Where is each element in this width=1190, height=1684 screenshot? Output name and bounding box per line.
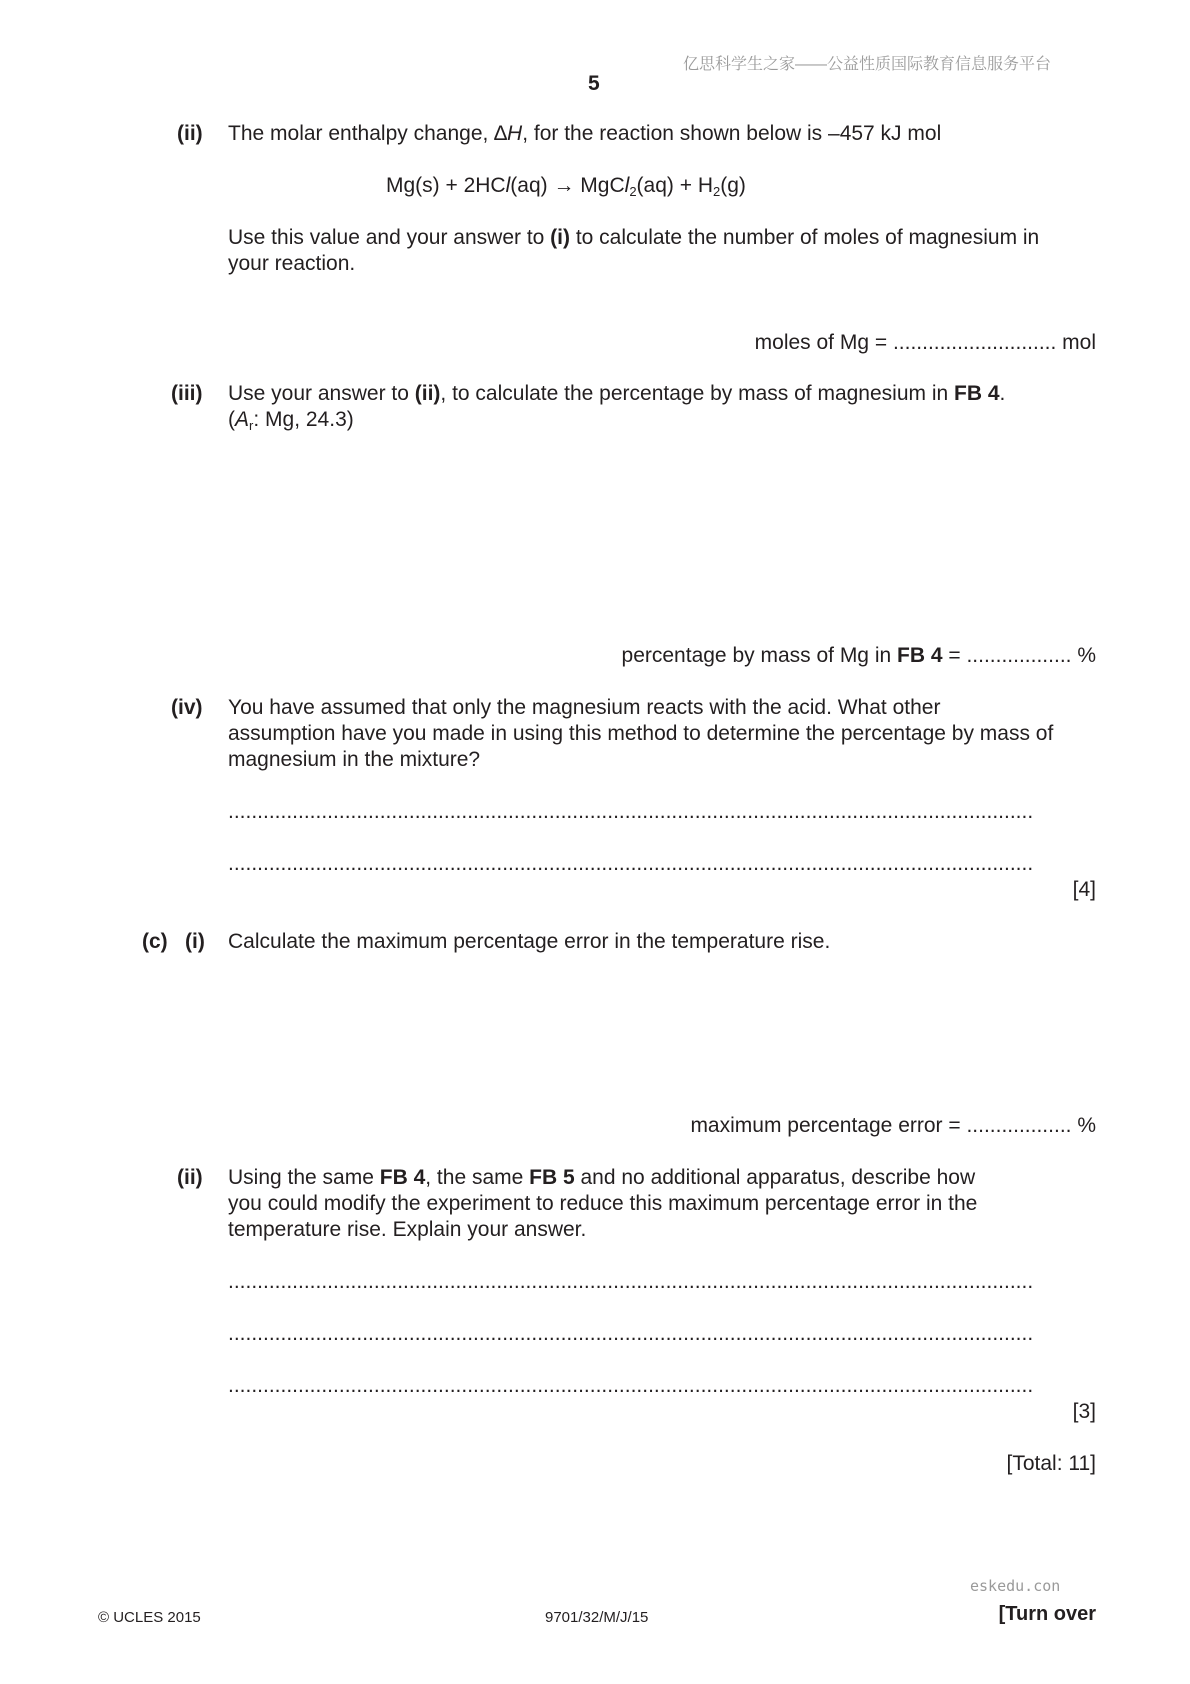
answer-line-c-ii-2[interactable]: ..........................................................................................................................................	[228, 1322, 1034, 1345]
question-label-c-ii: (ii)	[177, 1166, 203, 1189]
question-ii-text-line1: The molar enthalpy change, ∆H, for the reaction shown below is –457 kJ mol	[228, 122, 942, 145]
answer-moles-mg[interactable]: moles of Mg = ............................ mol	[754, 331, 1096, 354]
footer-turn-over: [Turn over	[998, 1603, 1096, 1625]
reaction-equation: Mg(s) + 2HCl(aq) → MgCl$_2$(aq) + $H_2(g)$	[386, 174, 746, 199]
question-c-ii-text-line1: Using the same FB 4, the same FB 5 and no additional apparatus, describe how	[228, 1166, 976, 1189]
marks-c-ii: [3]	[1072, 1400, 1096, 1423]
footer-watermark: eskedu.con	[970, 1577, 1061, 1595]
header-watermark: 亿思科学生之家——公益性质国际教育信息服务平台	[683, 56, 1052, 73]
question-c-ii-text-line3: temperature rise. Explain your answer.	[228, 1218, 587, 1241]
question-label-iv: (iv)	[171, 696, 203, 719]
answer-percentage-mg[interactable]: percentage by mass of Mg in FB 4 = .................. %	[621, 644, 1096, 667]
question-c-ii-text-line2: you could modify the experiment to reduce this maximum percentage error in the	[228, 1192, 978, 1215]
question-iii-text-line2: ($A_r$: Mg, 24.3)	[228, 408, 354, 433]
question-iv-text-line2: assumption have you made in using this method to determine the percentage by mass of	[228, 722, 1054, 745]
question-label-c: (c)	[142, 930, 168, 953]
question-iv-text-line1: You have assumed that only the magnesium reacts with the acid. What other	[228, 696, 941, 719]
question-label-iii: (iii)	[171, 382, 203, 405]
question-iv-text-line3: magnesium in the mixture?	[228, 748, 481, 771]
footer-paper-code: 9701/32/M/J/15	[545, 1609, 649, 1626]
total-marks: [Total: 11]	[1006, 1452, 1096, 1475]
answer-max-percentage-error[interactable]: maximum percentage error = .................. %	[690, 1114, 1096, 1137]
question-c-i-text: Calculate the maximum percentage error in the temperature rise.	[228, 930, 831, 953]
answer-line-iv-1[interactable]: ..........................................................................................................................................	[228, 800, 1034, 823]
answer-line-c-ii-1[interactable]: ..........................................................................................................................................	[228, 1270, 1034, 1293]
answer-line-iv-2[interactable]: ..........................................................................................................................................	[228, 852, 1034, 875]
page-number: 5	[588, 72, 600, 95]
question-ii-text-line2: Use this value and your answer to (i) to calculate the number of moles of magnesium in	[228, 226, 1040, 249]
marks-iv: [4]	[1072, 878, 1096, 901]
question-iii-text-line1: Use your answer to (ii), to calculate the percentage by mass of magnesium in FB 4.	[228, 382, 1006, 405]
question-label-ii: (ii)	[177, 122, 203, 145]
question-label-c-i: (i)	[185, 930, 205, 953]
answer-line-c-ii-3[interactable]: ..........................................................................................................................................	[228, 1374, 1034, 1397]
footer-copyright: © UCLES 2015	[98, 1609, 201, 1626]
question-ii-text-line3: your reaction.	[228, 252, 356, 275]
